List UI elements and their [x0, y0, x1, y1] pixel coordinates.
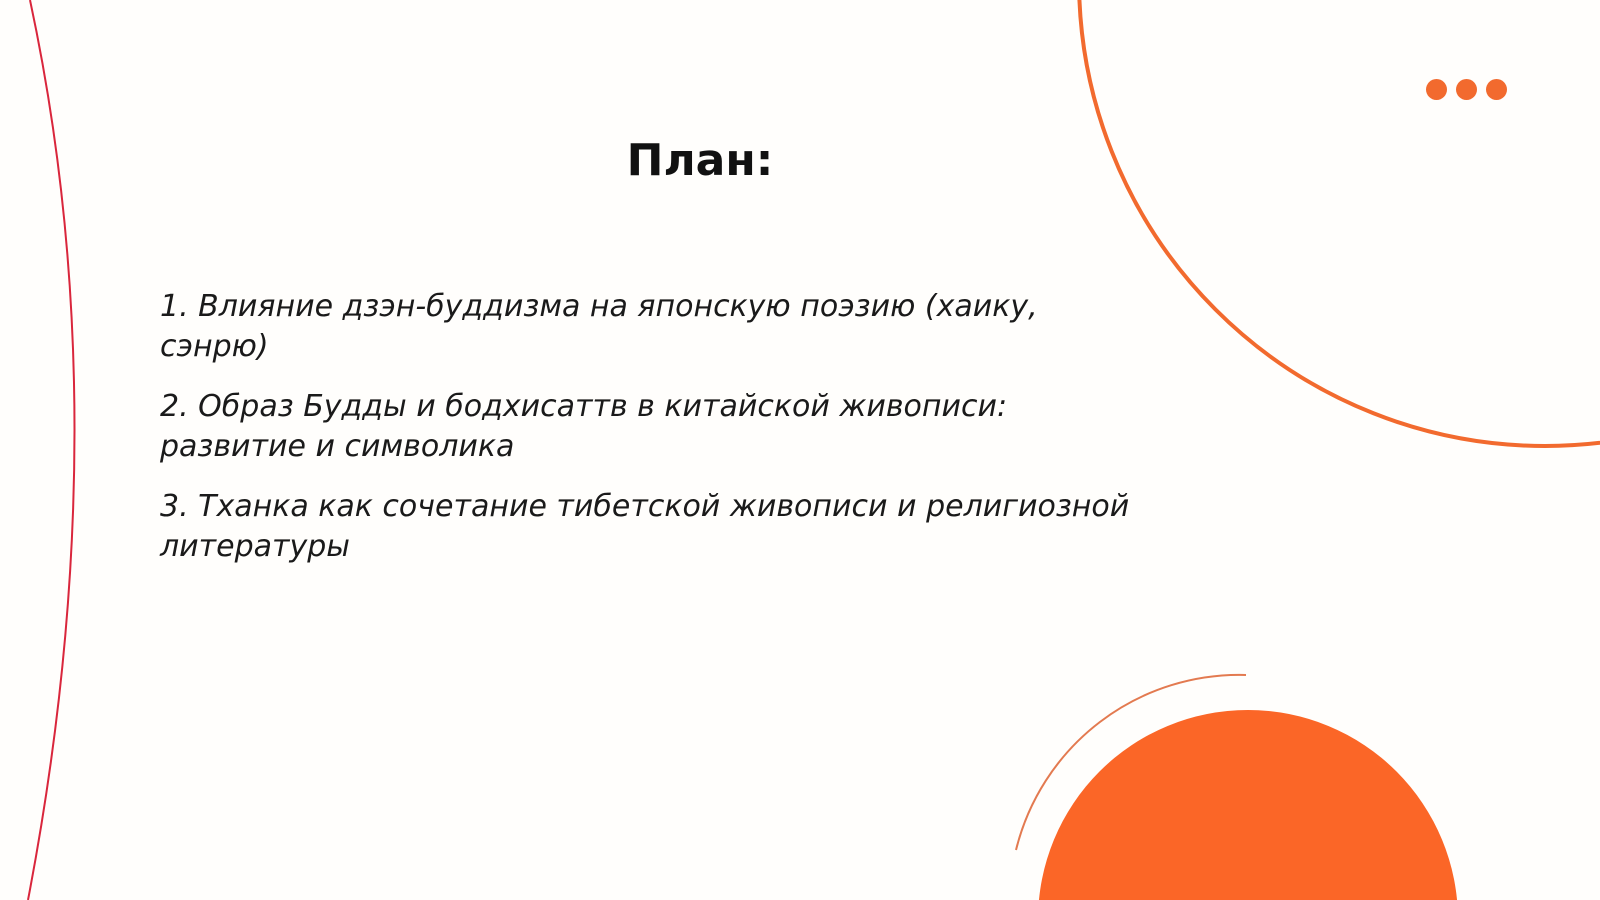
- dot-3: [1486, 79, 1507, 100]
- dot-2: [1456, 79, 1477, 100]
- dot-1: [1426, 79, 1447, 100]
- plan-item-1: 1. Влияние дзэн-буддизма на японскую поэзию (хаику, сэнрю): [160, 289, 1038, 364]
- more-dots-icon: [1426, 79, 1512, 101]
- bottom-filled-circle: [1038, 710, 1458, 900]
- slide-title: План:: [626, 135, 774, 186]
- plan-item-2: 2. Образ Будды и бодхисаттв в китайской живописи: развитие и символика: [160, 389, 1008, 464]
- left-curve-line: [28, 0, 75, 900]
- plan-item-3: 3. Тханка как сочетание тибетской живописи и религиозной литературы: [160, 489, 1130, 564]
- top-right-circle-outline: [1079, 0, 1600, 446]
